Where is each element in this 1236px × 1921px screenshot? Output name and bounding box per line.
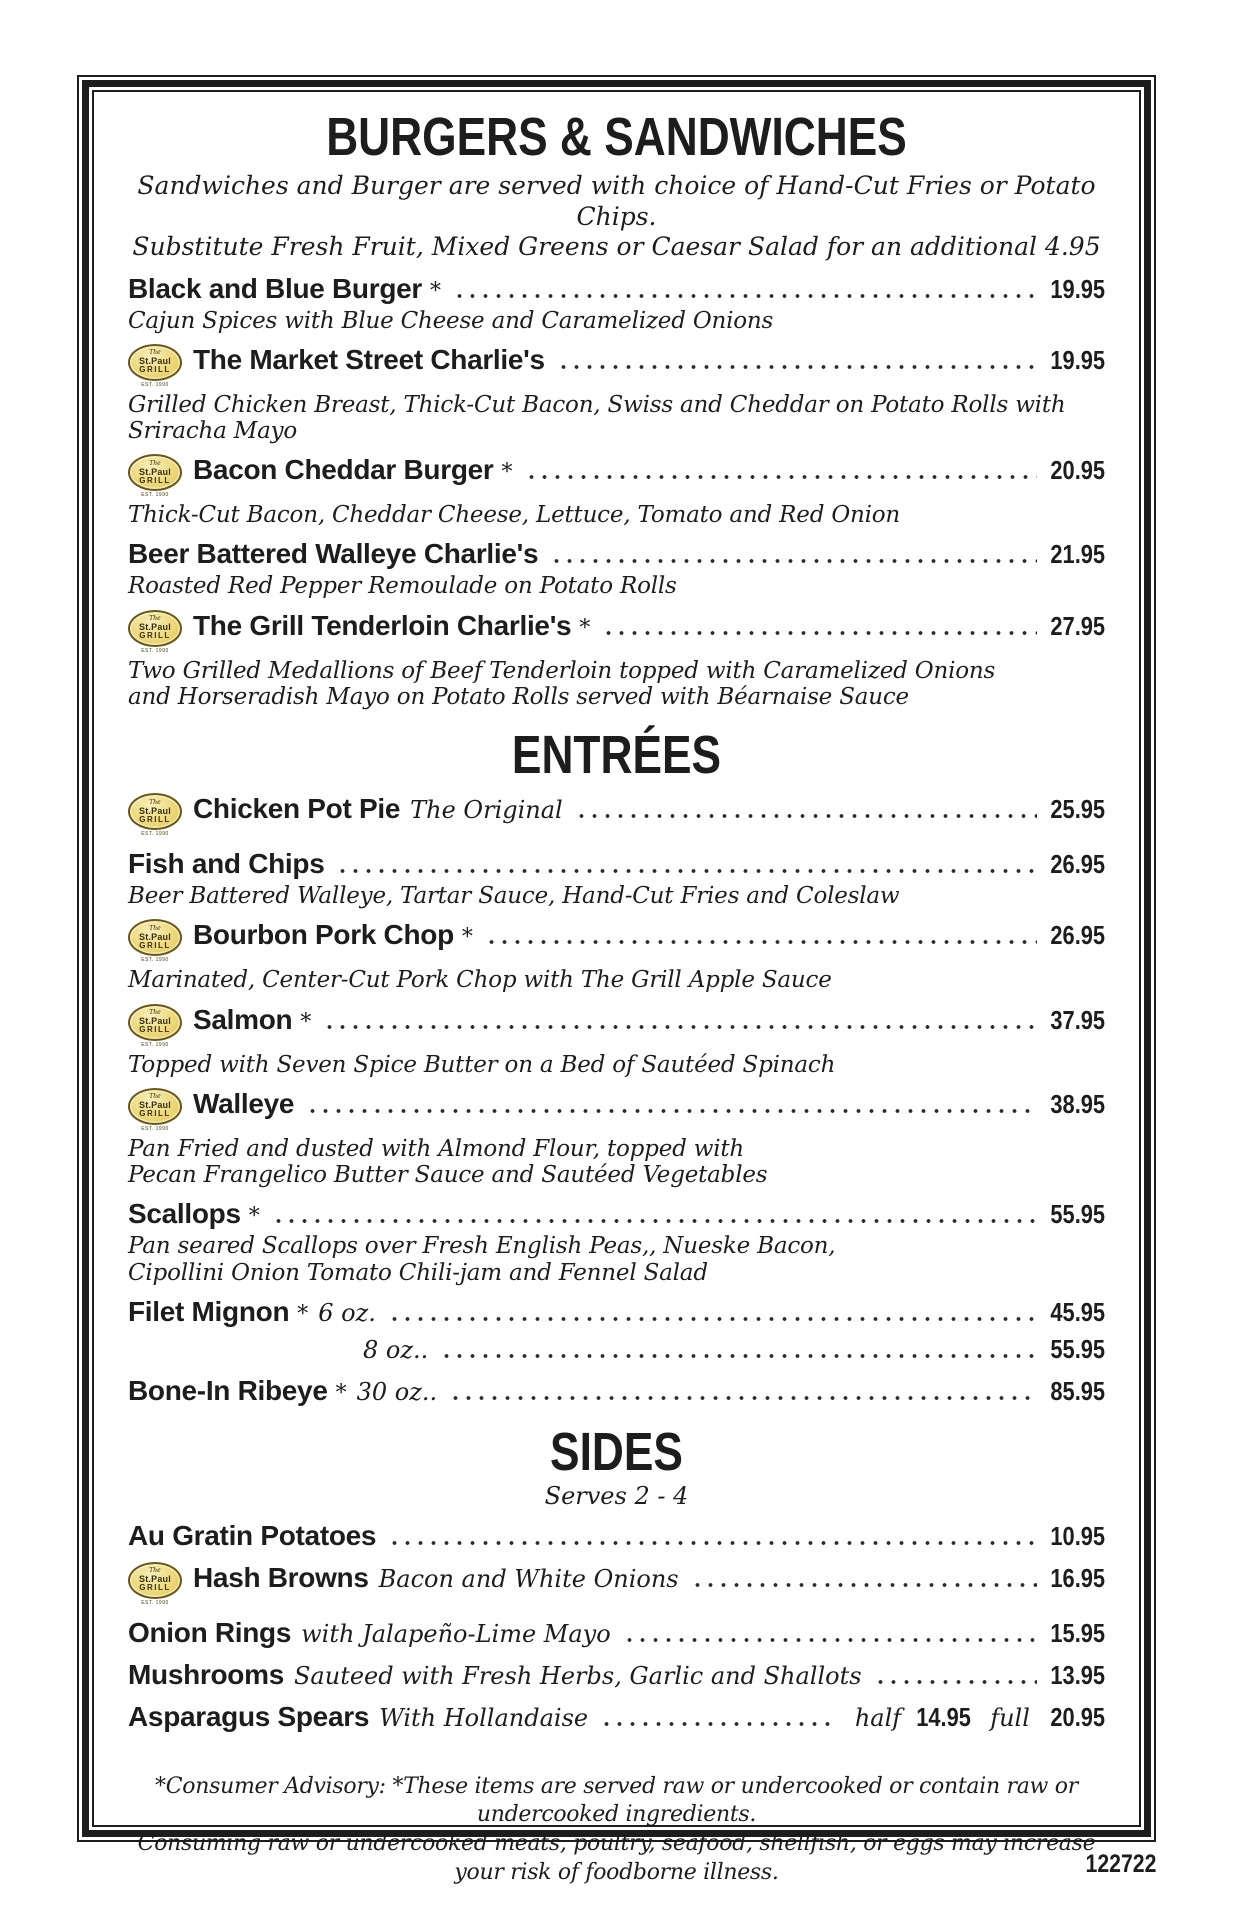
dotted-leader	[548, 559, 1037, 563]
consumer-advisory-asterisk: *	[300, 1009, 312, 1035]
consumer-advisory-asterisk: *	[248, 1204, 260, 1230]
dotted-leader	[600, 631, 1037, 635]
item-size-note: 30 oz..	[356, 1377, 438, 1406]
st-paul-grill-logo-icon: The St.Paul GRILL EST. 1990	[128, 344, 182, 389]
item-name: Filet Mignon	[128, 1295, 290, 1327]
item-name: Hash Browns	[193, 1561, 369, 1593]
consumer-advisory-asterisk: *	[335, 1380, 347, 1406]
st-paul-grill-logo-icon: The St.Paul GRILL EST. 1990	[128, 793, 182, 838]
item-size-note: 6 oz.	[318, 1298, 376, 1327]
st-paul-grill-logo-icon: The St.Paul GRILL EST. 1990	[128, 1562, 182, 1607]
dotted-leader	[523, 475, 1037, 479]
dotted-leader	[555, 365, 1037, 369]
consumer-advisory-asterisk: *	[297, 1301, 309, 1327]
item-description: Thick-Cut Bacon, Cheddar Cheese, Lettuce, Tomato and Red Onion	[128, 502, 901, 529]
item-name: Salmon	[193, 1003, 293, 1035]
consumer-advisory-line1: *Consumer Advisory: *These items are served raw or undercooked or contain raw or undercooked ingredients.	[155, 1773, 1078, 1828]
section-title-burgers: BURGERS & SANDWICHES	[326, 107, 907, 167]
section-title-sides: SIDES	[550, 1421, 683, 1482]
item-description: Pan seared Scallops over Fresh English Peas,, Nueske Bacon,	[128, 1233, 836, 1260]
consumer-advisory-asterisk: *	[461, 925, 473, 951]
item-price: 37.95	[1050, 1004, 1105, 1035]
item-name: Walleye	[193, 1087, 295, 1119]
menu-item-onion-rings	[128, 1617, 1105, 1649]
menu-item-bourbon-pork-chop	[128, 919, 1105, 993]
menu-item-mushrooms	[128, 1659, 1105, 1691]
dotted-leader	[386, 1541, 1037, 1545]
half-portion-price: 14.95	[916, 1701, 972, 1732]
item-price: 10.95	[1050, 1520, 1105, 1551]
item-price: 55.95	[1050, 1333, 1105, 1364]
menu-item-black-and-blue-burger	[128, 273, 1105, 334]
menu-item-asparagus-spears	[128, 1701, 1105, 1733]
item-name: Chicken Pot Pie	[193, 793, 401, 825]
dotted-leader	[598, 1722, 838, 1726]
filet-mignon-8oz-row	[128, 1334, 1105, 1365]
full-portion-label: full	[990, 1703, 1030, 1732]
menu-item-hash-browns	[128, 1562, 1105, 1607]
full-portion-price: 20.95	[1050, 1701, 1105, 1732]
dotted-leader	[438, 1354, 1037, 1358]
menu-item-market-street-charlies	[128, 344, 1105, 444]
item-price: 20.95	[1050, 455, 1105, 486]
consumer-advisory-asterisk: *	[579, 615, 591, 641]
item-price: 55.95	[1050, 1199, 1105, 1230]
item-description: Beer Battered Walleye, Tartar Sauce, Hand-Cut Fries and Coleslaw	[128, 883, 900, 910]
item-name: The Grill Tenderloin Charlie's	[193, 609, 572, 641]
item-description: Pecan Frangelico Butter Sauce and Sautéed Vegetables	[128, 1162, 768, 1189]
menu-item-beer-battered-walleye-charlies	[128, 538, 1105, 599]
menu-item-au-gratin-potatoes	[128, 1520, 1105, 1552]
item-name: Onion Rings	[128, 1616, 292, 1648]
item-price: 38.95	[1050, 1088, 1105, 1119]
menu-item-chicken-pot-pie	[128, 793, 1105, 838]
half-portion-label: half	[854, 1703, 902, 1732]
item-name: Black and Blue Burger	[128, 272, 423, 304]
item-name: Mushrooms	[128, 1658, 284, 1690]
menu-item-grill-tenderloin-charlies	[128, 610, 1105, 710]
dotted-leader	[321, 1025, 1037, 1029]
item-note: The Original	[410, 796, 563, 825]
menu-item-bone-in-ribeye	[128, 1375, 1105, 1407]
consumer-advisory-asterisk: *	[501, 460, 513, 486]
dotted-leader	[573, 814, 1037, 818]
item-price: 21.95	[1050, 539, 1105, 570]
item-name: Bone-In Ribeye	[128, 1374, 328, 1406]
menu-item-filet-mignon	[128, 1296, 1105, 1365]
item-note: Sauteed with Fresh Herbs, Garlic and Shallots	[293, 1661, 862, 1690]
item-name: Beer Battered Walleye Charlie's	[128, 538, 539, 570]
consumer-advisory-asterisk: *	[430, 278, 442, 304]
st-paul-grill-logo-icon: The St.Paul GRILL EST. 1990	[128, 1004, 182, 1049]
sides-serves-note: Serves 2 - 4	[544, 1481, 689, 1510]
item-price: 26.95	[1050, 920, 1105, 951]
menu-item-fish-and-chips	[128, 848, 1105, 909]
item-price: 85.95	[1050, 1375, 1105, 1406]
item-size-note: 8 oz..	[363, 1335, 429, 1364]
item-name: Scallops	[128, 1198, 241, 1230]
item-price: 19.95	[1050, 273, 1105, 304]
consumer-advisory	[128, 1773, 1105, 1887]
item-price: 27.95	[1050, 610, 1105, 641]
item-note: with Jalapeño-Lime Mayo	[301, 1619, 611, 1648]
item-note: Bacon and White Onions	[378, 1564, 679, 1593]
item-description: Marinated, Center-Cut Pork Chop with The Grill Apple Sauce	[128, 967, 832, 994]
section-title-entrees: ENTRÉES	[511, 725, 722, 786]
item-description: Grilled Chicken Breast, Thick-Cut Bacon, Swiss and Cheddar on Potato Rolls with Sriracha Mayo	[128, 391, 1066, 445]
item-name: Bacon Cheddar Burger	[193, 454, 494, 486]
item-description: Roasted Red Pepper Remoulade on Potato Rolls	[128, 573, 677, 600]
burgers-subtitle-line1: Sandwiches and Burger are served with choice of Hand-Cut Fries or Potato Chips.	[137, 171, 1096, 231]
dotted-leader	[483, 940, 1037, 944]
menu-item-bacon-cheddar-burger	[128, 454, 1105, 528]
item-description: Cipollini Onion Tomato Chili-jam and Fennel Salad	[128, 1259, 708, 1286]
item-price: 26.95	[1050, 849, 1105, 880]
menu-item-salmon	[128, 1004, 1105, 1078]
menu-item-walleye	[128, 1088, 1105, 1188]
document-number: 122722	[1085, 1850, 1156, 1878]
item-price: 15.95	[1050, 1617, 1105, 1648]
st-paul-grill-logo-icon: The St.Paul GRILL EST. 1990	[128, 919, 182, 964]
item-price: 25.95	[1050, 794, 1105, 825]
dotted-leader	[304, 1109, 1037, 1113]
dotted-leader	[621, 1638, 1037, 1642]
item-price: 45.95	[1050, 1296, 1105, 1327]
item-name: Asparagus Spears	[128, 1700, 370, 1732]
dotted-leader	[334, 869, 1036, 873]
dotted-leader	[386, 1317, 1037, 1321]
item-description: Cajun Spices with Blue Cheese and Caramelized Onions	[128, 307, 774, 334]
item-name: The Market Street Charlie's	[193, 343, 545, 375]
item-description: Two Grilled Medallions of Beef Tenderloin topped with Caramelized Onions	[128, 657, 996, 684]
st-paul-grill-logo-icon: The St.Paul GRILL EST. 1990	[128, 1088, 182, 1133]
item-name: Bourbon Pork Chop	[193, 919, 454, 951]
item-description: Topped with Seven Spice Butter on a Bed of Sautéed Spinach	[128, 1051, 836, 1078]
item-name: Fish and Chips	[128, 848, 325, 880]
dotted-leader	[872, 1680, 1037, 1684]
item-price: 19.95	[1050, 344, 1105, 375]
dotted-leader	[270, 1219, 1037, 1223]
dotted-leader	[689, 1583, 1037, 1587]
item-name: Au Gratin Potatoes	[128, 1519, 377, 1551]
dotted-leader	[447, 1396, 1037, 1400]
burgers-subtitle-line2: Substitute Fresh Fruit, Mixed Greens or Caesar Salad for an additional 4.95	[132, 232, 1101, 262]
st-paul-grill-logo-icon: The St.Paul GRILL EST. 1990	[128, 610, 182, 655]
consumer-advisory-line2: Consuming raw or undercooked meats, poultry, seafood, shellfish, or eggs may increase your risk of foodborne illness.	[137, 1830, 1096, 1885]
item-note: With Hollandaise	[379, 1703, 589, 1732]
item-price: 13.95	[1050, 1659, 1105, 1690]
item-price: 16.95	[1050, 1562, 1105, 1593]
item-description: and Horseradish Mayo on Potato Rolls served with Béarnaise Sauce	[128, 683, 909, 710]
item-description: Pan Fried and dusted with Almond Flour, topped with	[128, 1135, 745, 1162]
st-paul-grill-logo-icon: The St.Paul GRILL EST. 1990	[128, 454, 182, 499]
menu-item-scallops	[128, 1198, 1105, 1285]
dotted-leader	[451, 294, 1037, 298]
